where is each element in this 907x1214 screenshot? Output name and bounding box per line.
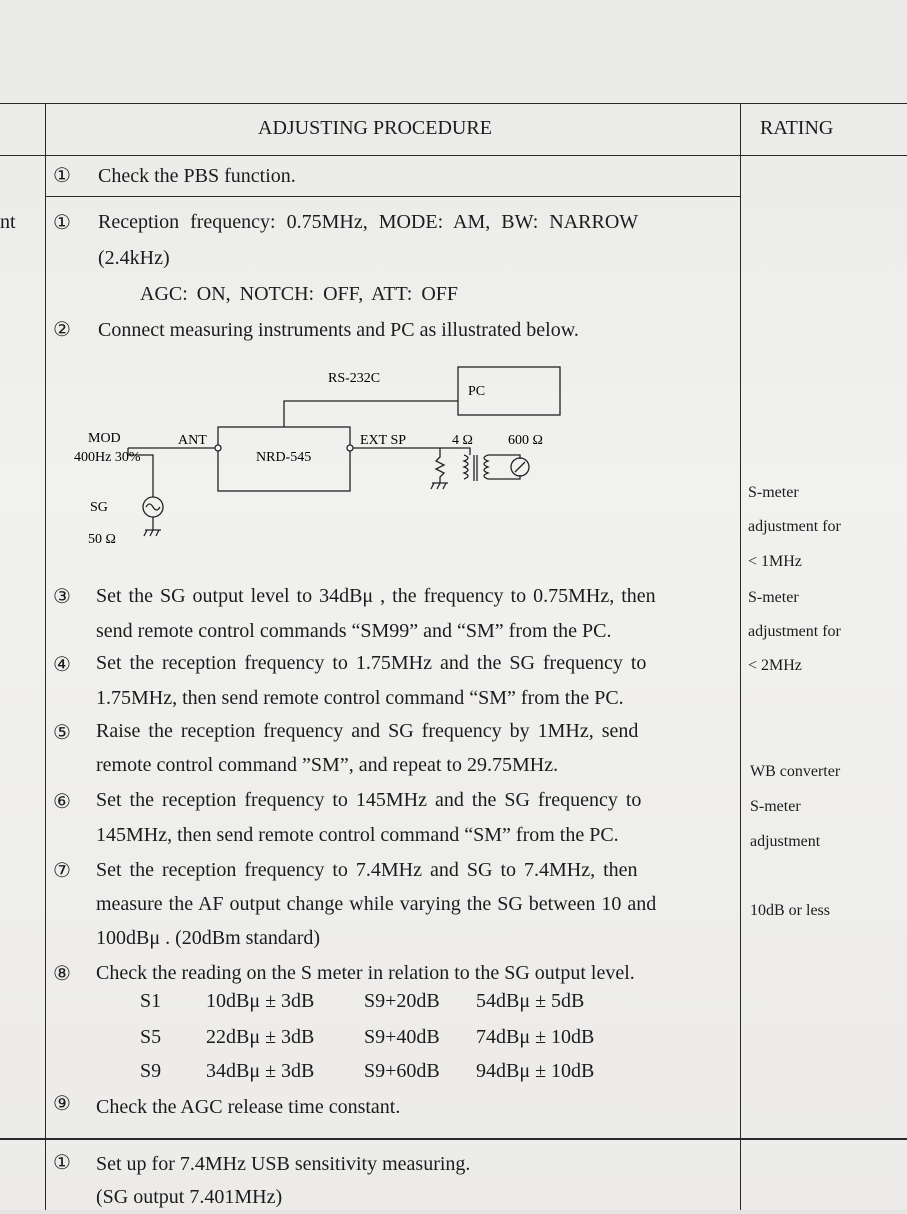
extsp-terminal xyxy=(347,445,353,451)
rating-text: S-meter xyxy=(748,589,799,606)
step-number: ⑦ xyxy=(53,858,71,882)
table-cell: S9+20dB xyxy=(364,990,440,1012)
step-text: (2.4kHz) xyxy=(98,247,170,269)
row-divider-2 xyxy=(0,1138,907,1140)
step-text: Connect measuring instruments and PC as illustrated below. xyxy=(98,319,579,341)
diagram-label: PC xyxy=(468,384,486,399)
table-cell: S9+60dB xyxy=(364,1060,440,1082)
step-number: ② xyxy=(53,317,71,341)
ground-icon xyxy=(431,483,448,489)
diagram-label: SG xyxy=(90,500,108,515)
rating-text: 10dB or less xyxy=(750,902,830,919)
table-cell: 54dBμ ± 5dB xyxy=(476,990,585,1012)
diagram-label: 50 Ω xyxy=(88,532,116,547)
step-number: ① xyxy=(53,163,71,187)
rating-text: WB converter xyxy=(750,763,841,780)
step-text: Set the reception frequency to 1.75MHz and the SG frequency to xyxy=(96,652,647,674)
left-fragment: nt xyxy=(0,211,16,233)
table-top-border xyxy=(0,103,907,104)
step-number: ① xyxy=(53,1150,71,1174)
diagram-label: 600 Ω xyxy=(508,433,543,448)
diagram-label: MOD xyxy=(88,431,121,446)
rating-text: adjustment for xyxy=(748,623,841,640)
step-number: ⑤ xyxy=(53,720,71,744)
diagram-label: EXT SP xyxy=(360,433,407,448)
step-number: ③ xyxy=(53,584,71,608)
diagram-label: 400Hz 30% xyxy=(74,450,141,465)
step-text: Check the PBS function. xyxy=(98,165,296,187)
meter-lead xyxy=(488,475,520,479)
extsp-cable xyxy=(353,448,470,455)
diagram-label: 4 Ω xyxy=(452,433,473,448)
diagram-label: ANT xyxy=(178,433,207,448)
step-text: 145MHz, then send remote control command “SM” from the PC. xyxy=(96,824,619,846)
table-cell: S9+40dB xyxy=(364,1026,440,1048)
sg-wave-icon xyxy=(146,504,160,510)
resistor-4ohm xyxy=(436,448,444,483)
header-divider xyxy=(0,155,907,156)
table-cell: 34dBμ ± 3dB xyxy=(206,1060,315,1082)
meter-lead xyxy=(488,455,520,459)
row-divider-1 xyxy=(45,196,740,197)
step-text: (SG output 7.401MHz) xyxy=(96,1186,283,1208)
step-number: ① xyxy=(53,210,71,234)
step-text: Check the AGC release time constant. xyxy=(96,1096,401,1118)
step-text: Set the reception frequency to 7.4MHz and SG to 7.4MHz, then xyxy=(96,859,638,881)
step-text: Set the reception frequency to 145MHz and the SG frequency to xyxy=(96,789,642,811)
transformer-secondary xyxy=(484,455,488,479)
step-text: 100dBμ . (20dBm standard) xyxy=(96,927,321,949)
rating-header: RATING xyxy=(760,117,834,139)
rating-column-border xyxy=(740,103,741,1210)
step-number: ⑨ xyxy=(53,1091,71,1115)
step-number: ⑧ xyxy=(53,961,71,985)
ground-icon xyxy=(144,530,161,536)
rating-text: < 2MHz xyxy=(748,657,802,674)
rating-text: S-meter xyxy=(748,484,799,501)
table-cell: S9 xyxy=(140,1060,162,1082)
rating-text: adjustment xyxy=(750,833,821,850)
rs232c-cable xyxy=(284,401,458,427)
procedure-header: ADJUSTING PROCEDURE xyxy=(258,117,492,139)
table-cell: S1 xyxy=(140,990,162,1012)
step-text: AGC: ON, NOTCH: OFF, ATT: OFF xyxy=(140,283,459,305)
step-text: Reception frequency: 0.75MHz, MODE: AM, BW: NARROW xyxy=(98,211,639,233)
rating-text: S-meter xyxy=(750,798,801,815)
step-text: remote control command ”SM”, and repeat to 29.75MHz. xyxy=(96,754,559,776)
rating-text: < 1MHz xyxy=(748,553,802,570)
connection-diagram xyxy=(60,355,600,555)
step-text: 1.75MHz, then send remote control command “SM” from the PC. xyxy=(96,687,624,709)
table-cell: 10dBμ ± 3dB xyxy=(206,990,315,1012)
table-cell: 74dBμ ± 10dB xyxy=(476,1026,595,1048)
table-cell: 22dBμ ± 3dB xyxy=(206,1026,315,1048)
step-text: Set the SG output level to 34dBμ , the frequency to 0.75MHz, then xyxy=(96,585,656,607)
step-number: ⑥ xyxy=(53,789,71,813)
step-text: Raise the reception frequency and SG frequency by 1MHz, send xyxy=(96,720,639,742)
rating-text: adjustment for xyxy=(748,518,841,535)
step-text: measure the AF output change while varying the SG between 10 and xyxy=(96,893,657,915)
step-text: Check the reading on the S meter in relation to the SG output level. xyxy=(96,962,635,984)
step-text: send remote control commands “SM99” and “SM” from the PC. xyxy=(96,620,612,642)
step-number: ④ xyxy=(53,652,71,676)
left-column-border xyxy=(45,103,46,1210)
step-text: Set up for 7.4MHz USB sensitivity measuring. xyxy=(96,1153,471,1175)
table-cell: 94dBμ ± 10dB xyxy=(476,1060,595,1082)
ant-terminal xyxy=(215,445,221,451)
diagram-label: RS-232C xyxy=(328,371,381,386)
transformer-primary xyxy=(464,455,468,479)
table-cell: S5 xyxy=(140,1026,162,1048)
diagram-label: NRD-545 xyxy=(256,450,312,465)
